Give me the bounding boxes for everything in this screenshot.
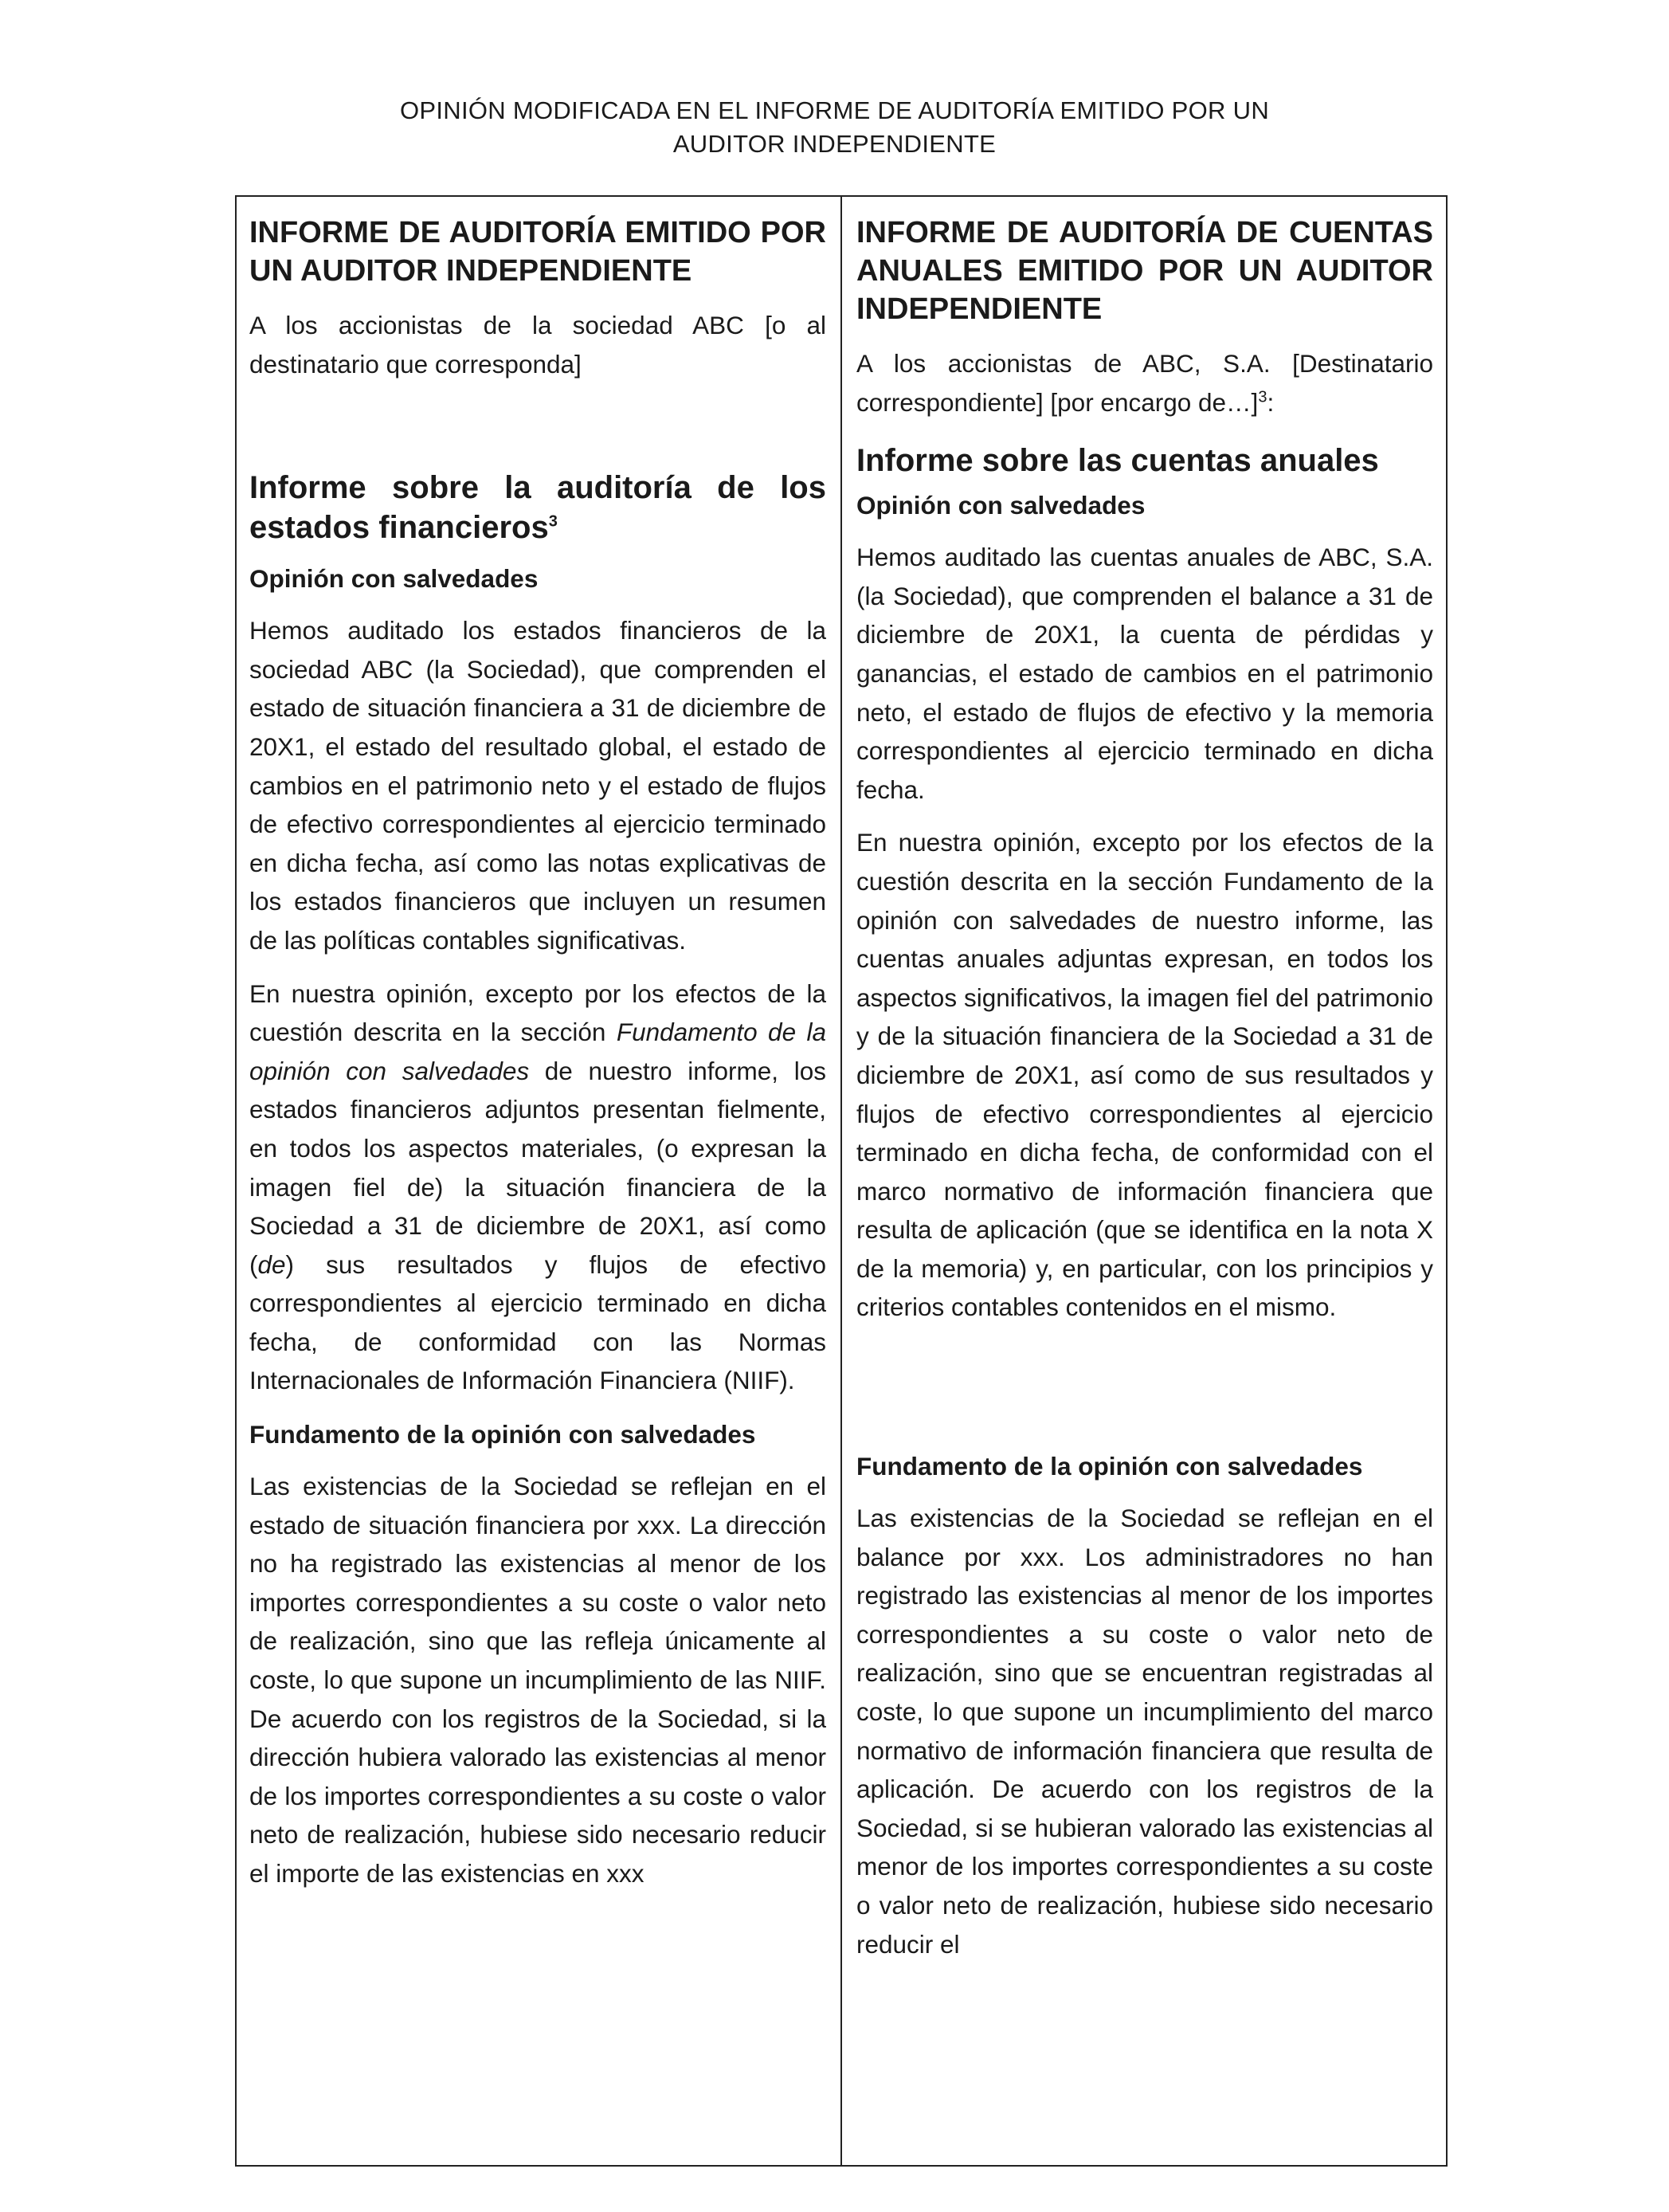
page-header (0, 94, 1669, 161)
right-report-title: INFORME DE AUDITORÍA DE CUENTAS ANUALES EMITIDO POR UN AUDITOR INDEPENDIENTE (856, 216, 1433, 326)
right-basis-paragraph-1: Las existencias de la Sociedad se reflejan en el balance por xxx. Los administradores no han registrado las existencias al menor de los importes correspondientes a su coste o valor neto de realización, sino que se encuentran registradas al coste, lo que supone un incumplimiento del marco normativo de información financiera que resulta de aplicación. De acuerdo con los registros de la Sociedad, si se hubieran valorado las existencias al menor de los importes correspondientes a su coste o valor neto de realización, hubiese sido necesario reducir el (856, 1504, 1433, 1959)
right-addressee (856, 344, 1433, 422)
left-basis-heading: Fundamento de la opinión con salvedades (249, 1420, 756, 1449)
left-opinion-p2-part-a: En nuestra opinión, excepto por los efectos de la cuestión descrita en la sección (249, 979, 826, 1047)
comparison-table (235, 195, 1448, 2167)
left-opinion-heading: Opinión con salvedades (249, 564, 539, 594)
right-addressee-end: : (1267, 387, 1275, 417)
left-opinion-paragraph-2 (249, 975, 826, 1401)
left-section-title-text: Informe sobre la auditoría de los estados financieros (249, 470, 826, 546)
right-footnote-ref: 3 (1258, 388, 1267, 406)
left-report-title: INFORME DE AUDITORÍA EMITIDO POR UN AUDITOR INDEPENDIENTE (249, 216, 826, 288)
left-basis-paragraph-1: Las existencias de la Sociedad se reflejan en el estado de situación financiera por xxx. La dirección no ha registrado las existencias al menor de los importes correspondientes a su coste o valor neto de realización, sino que las refleja únicamente al coste, lo que supone un incumplimiento de las NIIF. De acuerdo con los registros de la Sociedad, si la dirección hubiera valorado las existencias al menor de los importes correspondientes a su coste o valor neto de realización, hubiese sido necesario reducir el importe de las existencias en xxx (249, 1472, 826, 1888)
right-column (842, 197, 1446, 2165)
right-addressee-text: A los accionistas de ABC, S.A. [Destinatario correspondiente] [por encargo de…] (856, 349, 1433, 417)
left-opinion-p2-part-b: de nuestro informe, los estados financieros adjuntos presentan fielmente, en todos los aspectos materiales, (o expresan la imagen fiel de) la situación financiera de la Sociedad a 31 de diciembre de 20X1, así como ( (249, 1056, 826, 1279)
right-basis-heading: Fundamento de la opinión con salvedades (856, 1452, 1363, 1481)
left-column (237, 197, 842, 2165)
left-addressee: A los accionistas de la sociedad ABC [o al destinatario que corresponda] (249, 311, 826, 378)
left-opinion-paragraph-1: Hemos auditado los estados financieros de la sociedad ABC (la Sociedad), que comprenden el estado de situación financiera a 31 de diciembre de 20X1, el estado del resultado global, el estado de cambios en el patrimonio neto y el estado de flujos de efectivo correspondientes al ejercicio terminado en dicha fecha, así como las notas explicativas de los estados financieros que incluyen un resumen de las políticas contables significativas. (249, 616, 826, 955)
left-section-title (249, 468, 826, 547)
left-footnote-ref: 3 (548, 512, 558, 531)
left-opinion-p2-part-c: ) sus resultados y flujos de efectivo correspondientes al ejercicio terminado en dicha fecha, de conformidad con las Normas Internacionales de Información Financiera (NIIF). (249, 1249, 826, 1395)
right-opinion-paragraph-2: En nuestra opinión, excepto por los efectos de la cuestión descrita en la sección Fundamento de la opinión con salvedades de nuestro informe, las cuentas anuales adjuntas expresan, en todos los aspectos significativos, la imagen fiel del patrimonio y de la situación financiera de la Sociedad a 31 de diciembre de 20X1, así como de sus resultados y flujos de efectivo correspondientes al ejercicio terminado en dicha fecha, de conformidad con el marco normativo de información financiera que resulta de aplicación (que se identifica en la nota X de la memoria) y, en particular, con los principios y criterios contables contenidos en el mismo. (856, 828, 1433, 1322)
page-header-line-2: AUDITOR INDEPENDIENTE (672, 130, 997, 158)
page-header-line-1: OPINIÓN MODIFICADA EN EL INFORME DE AUDITORÍA EMITIDO POR UN (399, 96, 1270, 124)
left-opinion-p2-italic-2: de (257, 1249, 286, 1279)
left-opinion-p2-italic-1: Fundamento de la opinión con salvedades (249, 1018, 826, 1085)
right-opinion-heading: Opinión con salvedades (856, 491, 1146, 520)
right-opinion-paragraph-1: Hemos auditado las cuentas anuales de ABC, S.A. (la Sociedad), que comprenden el balance a 31 de diciembre de 20X1, la cuenta de pérdidas y ganancias, el estado de cambios en el patrimonio neto, el estado de flujos de efectivo y la memoria correspondientes al ejercicio terminado en dicha fecha. (856, 543, 1433, 804)
right-section-title: Informe sobre las cuentas anuales (856, 443, 1379, 479)
